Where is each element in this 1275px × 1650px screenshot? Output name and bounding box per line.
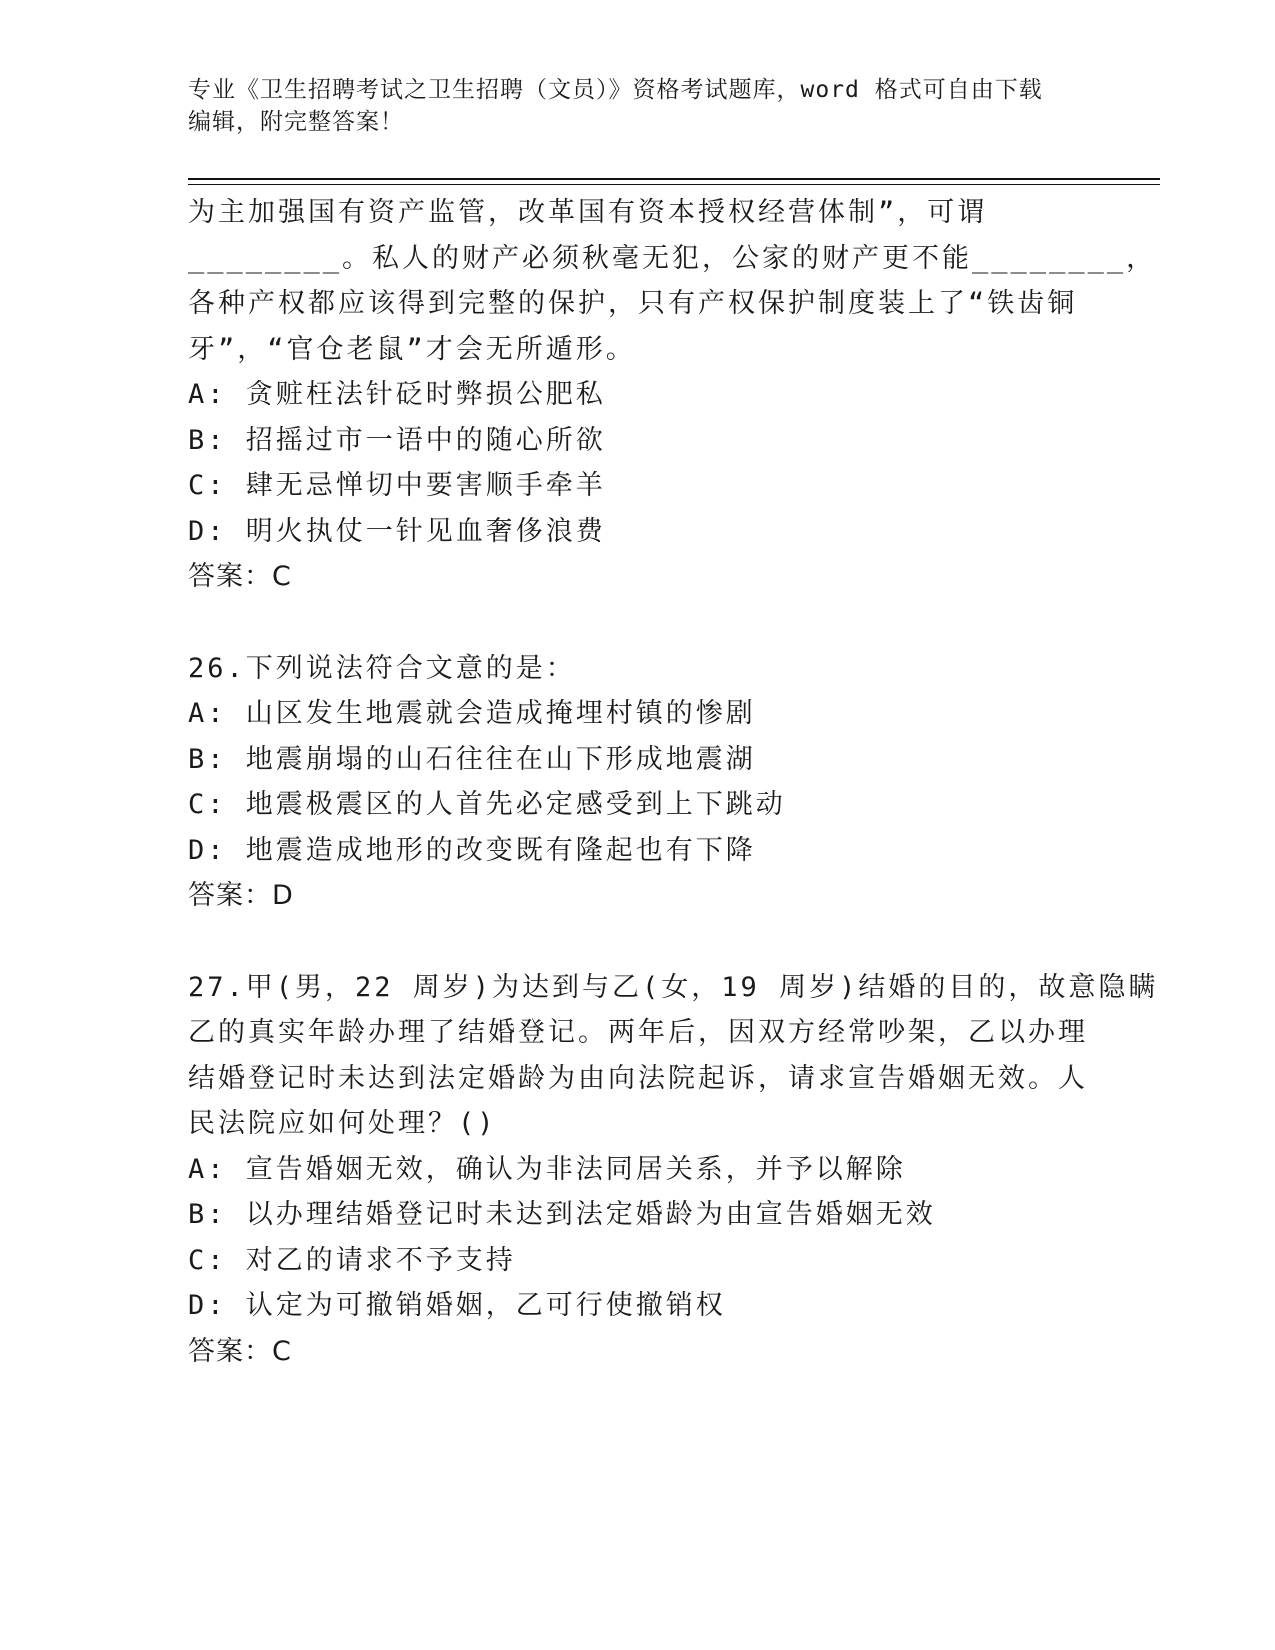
question-text-line: 牙”，“官仓老鼠”才会无所遁形。 (188, 333, 636, 365)
header-line-2: 编辑，附完整答案！ (188, 109, 404, 135)
question-text-line: 乙的真实年龄办理了结婚登记。两年后，因双方经常吵架，乙以办理 (188, 1017, 1088, 1048)
option-d: D: 认定为可撤销婚姻，乙可行使撤销权 (188, 1290, 726, 1321)
question-text-line: 27.甲(男，22 周岁)为达到与乙(女，19 周岁)结婚的目的，故意隐瞒 (188, 971, 1159, 1003)
option-b: B: 以办理结婚登记时未达到法定婚龄为由宣告婚姻无效 (188, 1199, 936, 1230)
question-text-line: ________。私人的财产必须秋毫无犯，公家的财产更不能________， (188, 242, 1157, 274)
option-d: D: 明火执仗一针见血奢侈浪费 (188, 515, 606, 547)
option-b: B: 地震崩塌的山石往往在山下形成地震湖 (188, 743, 756, 775)
question-27 (188, 965, 1159, 1375)
header-divider-thin (188, 184, 1160, 185)
document-header (188, 74, 1068, 138)
answer-line: 答案：C (188, 1335, 292, 1367)
question-text-line: 为主加强国有资产监管，改革国有资本授权经营体制”，可谓 (188, 197, 988, 228)
answer-line: 答案：D (188, 880, 294, 911)
option-c: C: 肆无忌惮切中要害顺手牵羊 (188, 470, 606, 501)
answer-line: 答案：C (188, 561, 292, 592)
question-text-line: 民法院应如何处理？() (188, 1108, 497, 1139)
header-divider-thick (188, 178, 1160, 180)
option-a: A: 山区发生地震就会造成掩埋村镇的惨剧 (188, 698, 756, 729)
option-c: C: 地震极震区的人首先必定感受到上下跳动 (188, 789, 786, 820)
question-text-line: 26.下列说法符合文意的是： (188, 652, 576, 684)
question-text-line: 各种产权都应该得到完整的保护，只有产权保护制度装上了“铁齿铜 (188, 288, 1078, 319)
option-a: A: 贪赃枉法针砭时弊损公肥私 (188, 379, 606, 410)
option-a: A: 宣告婚姻无效，确认为非法同居关系，并予以解除 (188, 1153, 906, 1185)
option-b: B: 招摇过市一语中的随心所欲 (188, 424, 606, 456)
question-25-continued (188, 190, 1157, 600)
question-26 (188, 646, 1068, 919)
option-c: C: 对乙的请求不予支持 (188, 1244, 516, 1276)
document-body (188, 190, 1159, 1374)
question-text-line: 结婚登记时未达到法定婚龄为由向法院起诉，请求宣告婚姻无效。人 (188, 1062, 1088, 1094)
header-line-1: 专业《卫生招聘考试之卫生招聘（文员）》资格考试题库，word 格式可自由下载 (188, 77, 1043, 103)
option-d: D: 地震造成地形的改变既有隆起也有下降 (188, 834, 756, 866)
